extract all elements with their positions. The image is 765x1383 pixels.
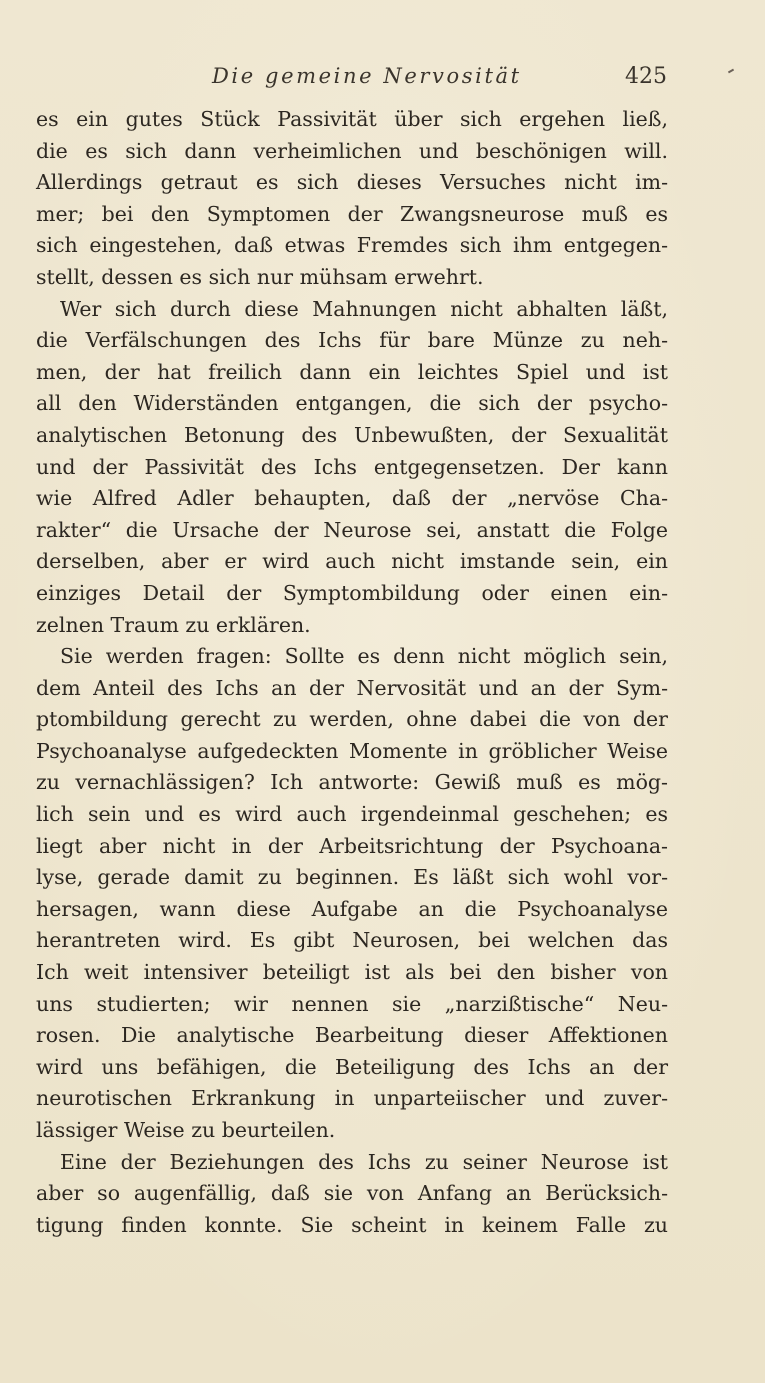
text-line: uns studierten; wir nennen sie „narzißtische“ Neu-	[36, 991, 668, 1016]
text-line: stellt, dessen es sich nur mühsam erwehrt.	[36, 264, 484, 289]
text-line: aber so augenfällig, daß sie von Anfang an Berücksich-	[36, 1181, 668, 1206]
text-line: Allerdings getraut es sich dieses Versuches nicht im-	[36, 170, 668, 195]
text-line: sich eingestehen, daß etwas Fremdes sich ihm entgegen-	[36, 233, 668, 258]
text-line: wird uns befähigen, die Beteiligung des Ichs an der	[36, 1054, 668, 1079]
body-text	[36, 104, 668, 1241]
text-line: all den Widerständen entgangen, die sich der psycho-	[36, 391, 668, 416]
text-line: die es sich dann verheimlichen und beschönigen will.	[36, 138, 668, 163]
text-line: lyse, gerade damit zu beginnen. Es läßt sich wohl vor-	[36, 865, 668, 890]
text-line: analytischen Betonung des Unbewußten, der Sexualität	[36, 422, 668, 447]
text-line: die Verfälschungen des Ichs für bare Münze zu neh-	[36, 328, 668, 353]
text-line: tigung finden konnte. Sie scheint in keinem Falle zu	[36, 1212, 668, 1237]
text-line: zu vernachlässigen? Ich antworte: Gewiß muß es mög-	[36, 770, 668, 795]
text-line: lässiger Weise zu beurteilen.	[36, 1118, 336, 1142]
text-line: mer; bei den Symptomen der Zwangsneurose muß es	[36, 201, 668, 226]
text-line: und der Passivität des Ichs entgegensetzen. Der kann	[36, 454, 668, 479]
text-line: Wer sich durch diese Mahnungen nicht abhalten läßt,	[60, 296, 668, 321]
text-line: dem Anteil des Ichs an der Nervosität und an der Sym-	[36, 675, 668, 700]
text-line: Psychoanalyse aufgedeckten Momente in gröblicher Weise	[36, 738, 668, 763]
text-line: rakter“ die Ursache der Neurose sei, anstatt die Folge	[36, 517, 668, 542]
text-line: men, der hat freilich dann ein leichtes Spiel und ist	[36, 359, 668, 384]
text-line: zelnen Traum zu erklären.	[36, 612, 311, 637]
text-line: lich sein und es wird auch irgendeinmal geschehen; es	[36, 802, 668, 827]
text-line: derselben, aber er wird auch nicht imstande sein, ein	[36, 549, 668, 574]
text-line: rosen. Die analytische Bearbeitung dieser Affektionen	[36, 1023, 668, 1048]
running-head: Die gemeine Nervosität	[212, 64, 522, 88]
text-line: liegt aber nicht in der Arbeitsrichtung der Psychoana-	[36, 833, 668, 858]
text-line: einziges Detail der Symptombildung oder einen ein-	[36, 580, 668, 605]
text-line: es ein gutes Stück Passivität über sich ergehen ließ,	[36, 107, 668, 131]
page-header	[212, 62, 667, 96]
text-line: herantreten wird. Es gibt Neurosen, bei welchen das	[36, 928, 668, 953]
text-line: wie Alfred Adler behaupten, daß der „nervöse Cha-	[36, 486, 668, 511]
text-line: ptombildung gerecht zu werden, ohne dabei die von der	[36, 707, 668, 732]
page-number: 425	[625, 64, 667, 89]
text-line: Sie werden fragen: Sollte es denn nicht möglich sein,	[60, 644, 668, 669]
text-line: Ich weit intensiver beteiligt ist als bei den bisher von	[36, 960, 668, 985]
ink-speck	[728, 69, 734, 74]
text-line: neurotischen Erkrankung in unparteiischer und zuver-	[36, 1086, 668, 1111]
text-line: hersagen, wann diese Aufgabe an die Psychoanalyse	[36, 896, 668, 921]
text-line: Eine der Beziehungen des Ichs zu seiner Neurose ist	[60, 1149, 668, 1174]
